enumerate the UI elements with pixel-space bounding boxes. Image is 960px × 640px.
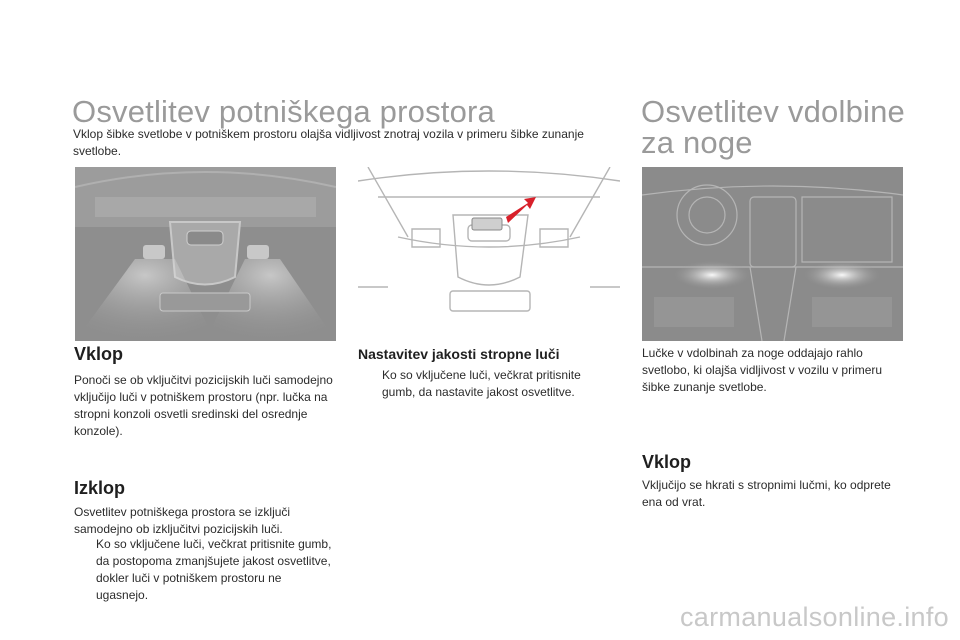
footwell-text: Lučke v vdolbinah za noge oddajajo rahlo svetlobo, ki olajša vidljivost v vozilu v primeru šibke zunanje svetlobe. <box>642 346 883 394</box>
ceiling-light-photo <box>75 167 336 341</box>
bullet-icon <box>74 536 96 604</box>
footwell-vklop-heading: Vklop <box>642 452 692 472</box>
bullet-icon <box>360 367 382 401</box>
ceiling-console-diagram <box>358 167 620 319</box>
footwell-light-photo <box>642 167 903 341</box>
vklop-text: Ponoči se ob vključitvi pozicijskih luči samodejno vključijo luči v potniškem prostoru (npr. lučka na stropni konzoli osvetli sredinski del osrednje konzole). <box>74 373 333 438</box>
nastavitev-bullet <box>360 367 600 401</box>
footwell-vklop-text: Vključijo se hkrati s stropnimi lučmi, ko odprete ena od vrat. <box>642 478 891 509</box>
watermark: carmanualsonline.info <box>680 602 949 632</box>
nastavitev-bullet-text: Ko so vključene luči, večkrat pritisnite gumb, da nastavite jakost osvetlitve. <box>382 368 581 399</box>
izklop-bullet-text: Ko so vključene luči, večkrat pritisnite gumb, da postopoma zmanjšujete jakost osvetlitve, dokler luči v potniškem prostoru ne ugasnejo. <box>96 537 332 602</box>
vklop-heading: Vklop <box>74 344 124 364</box>
footwell-title-line2: za noge <box>641 125 753 160</box>
footwell-title-line1: Osvetlitev vdolbine <box>641 94 905 129</box>
izklop-heading: Izklop <box>74 478 126 498</box>
izklop-text: Osvetlitev potniškega prostora se izključi samodejno ob izključitvi pozicijskih luči. <box>74 505 291 536</box>
nastavitev-heading: Nastavitev jakosti stropne luči <box>358 346 560 362</box>
page-title: Osvetlitev potniškega prostora <box>72 94 495 129</box>
intro-text: Vklop šibke svetlobe v potniškem prostoru olajša vidljivost znotraj vozila v primeru šibke zunanje svetlobe. <box>73 127 584 158</box>
izklop-bullet <box>74 536 336 604</box>
